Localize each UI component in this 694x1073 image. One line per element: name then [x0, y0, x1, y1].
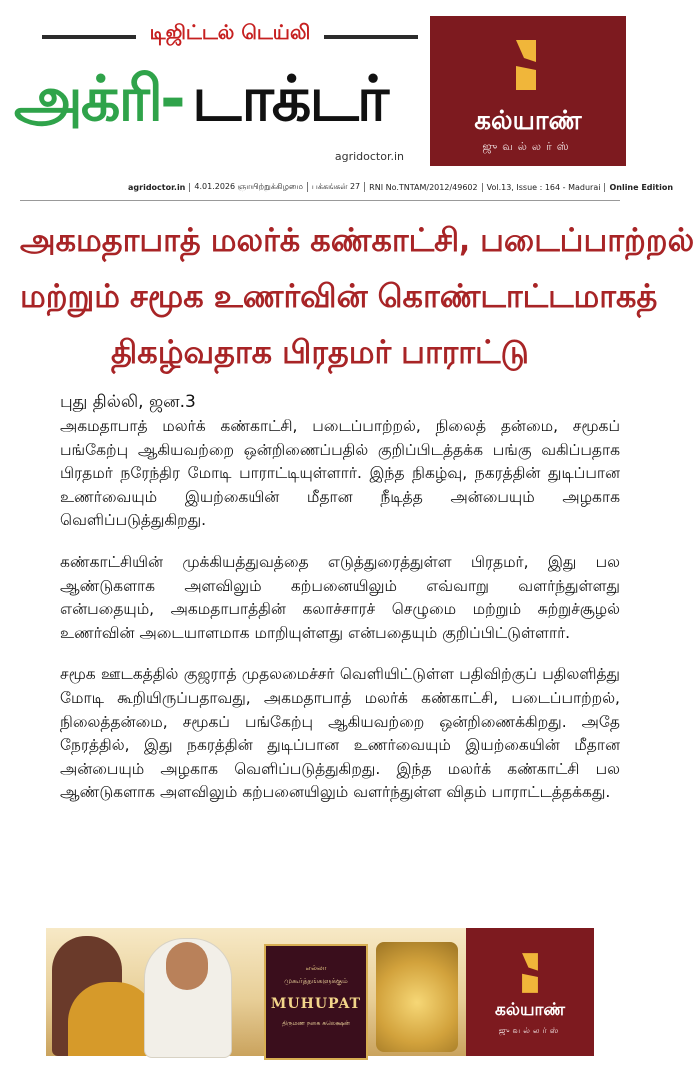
- muhurat-panel: [264, 944, 368, 1060]
- kalyan-brand-ad[interactable]: [430, 16, 626, 166]
- dateline: புது தில்லி, ஜன.3: [60, 392, 196, 412]
- ad-necklace: [68, 982, 156, 1056]
- masthead-divider: [20, 200, 620, 201]
- info-site[interactable]: agridoctor.in: [124, 183, 190, 192]
- ad-title: MUHUPAT: [270, 996, 362, 1012]
- logo-part-doctor: டாக்டர்: [192, 62, 388, 135]
- jewellery-advertisement[interactable]: [46, 928, 594, 1056]
- info-volume: Vol.13, Issue : 164 - Madurai: [483, 183, 606, 192]
- brand-subtitle: ஜுவல்லர்ஸ்: [482, 140, 574, 153]
- info-edition: Online Edition: [609, 182, 674, 192]
- site-url[interactable]: agridoctor.in: [334, 150, 404, 163]
- article-body: [60, 415, 620, 823]
- tagline: [42, 20, 418, 54]
- ad-model-man-face: [166, 942, 208, 990]
- headline-line-2: மற்றும் சமூக உணர்வின் கொண்டாட்டமாகத்: [20, 277, 658, 315]
- logo-dash: -: [160, 62, 184, 135]
- ad-line-1: எல்லா: [305, 964, 327, 972]
- ad-brand-panel: [466, 928, 594, 1056]
- tagline-text: டிஜிட்டல் டெய்லி: [149, 20, 311, 44]
- ad-fineprint: திருமண நகை கலெக்ஷன்: [282, 1020, 350, 1027]
- ad-jewellery-image: [376, 942, 458, 1052]
- ad-photo: [46, 928, 466, 1056]
- headline: [20, 212, 694, 380]
- issue-info-bar: [124, 180, 674, 194]
- kalyan-emblem-icon: [502, 36, 550, 94]
- brand-name: கல்யாண்: [474, 106, 582, 136]
- info-pages: பக்கங்கள் 27: [308, 182, 365, 192]
- article-paragraph-3: சமூக ஊடகத்தில் குஜராத் முதலமைச்சர் வெளியிட்டுள்ள பதிவிற்குப் பதிலளித்து மோடி கூறியிருப்பதாவது, அகமதாபாத் மலர்க் கண்காட்சி, படைப்பாற்றல், நிலைத்தன்மை, சமூகப் பங்கேற்பு ஆகியவற்றை ஒன்றிணைக்கிறது. அதே நேரத்தில், இது நகரத்தின் துடிப்பான உணர்வையும் இயற்கையின் மீதான அன்பையும் அழகாக வெளிப்படுத்துகிறது. இந்த மலர்க் கண்காட்சி பல ஆண்டுகளாக அளவிலும் கற்பனையிலும் வளர்ந்துள்ள விதம் பாராட்டத்தக்கது.: [60, 665, 620, 802]
- newspaper-logo[interactable]: [14, 52, 418, 146]
- masthead: [14, 14, 674, 192]
- ad-brand-subtitle: ஜுவல்லர்ஸ்: [498, 1026, 562, 1035]
- headline-line-1: அகமதாபாத் மலர்க் கண்காட்சி, படைப்பாற்றல்: [20, 221, 694, 259]
- headline-line-3: திகழ்வதாக பிரதமர் பாராட்டு: [111, 333, 529, 371]
- article-paragraph-1: அகமதாபாத் மலர்க் கண்காட்சி, படைப்பாற்றல், நிலைத் தன்மை, சமூகப் பங்கேற்பு ஆகியவற்றை ஒன்றிணைப்பதில் குறிப்பிடத்தக்க பங்கு வகிப்பதாக பிரதமர் நரேந்திர மோடி பாராட்டியுள்ளார். இந்த நிகழ்வு, நகரத்தின் துடிப்பான உணர்வையும் இயற்கையின் மீதான நீடித்த அன்பையும் அழகாக வெளிப்படுத்துகிறது.: [60, 417, 620, 530]
- kalyan-emblem-icon: [510, 950, 550, 996]
- logo-part-agri: அக்ரி: [14, 62, 162, 135]
- info-date: 4.01.2026 ஞாயிற்றுக்கிழமை: [190, 182, 308, 192]
- ad-line-2: முகூர்த்தங்களுக்கும்: [284, 977, 348, 985]
- article-paragraph-2: கண்காட்சியின் முக்கியத்துவத்தை எடுத்துரைத்துள்ள பிரதமர், இது பல ஆண்டுகளாக அளவிலும் கற்பனையிலும் எவ்வாறு வளர்ந்துள்ளது என்பதையும், அகமதாபாத்தின் கலாச்சாரச் செழுமை மற்றும் சுற்றுச்சூழல் உணர்வின் அடையாளமாக மாறியுள்ளது என்பதையும் குறிப்பிட்டுள்ளார்.: [60, 552, 620, 642]
- info-rni: RNI No.TNTAM/2012/49602: [365, 183, 482, 192]
- ad-brand-name: கல்யாண்: [494, 1000, 566, 1020]
